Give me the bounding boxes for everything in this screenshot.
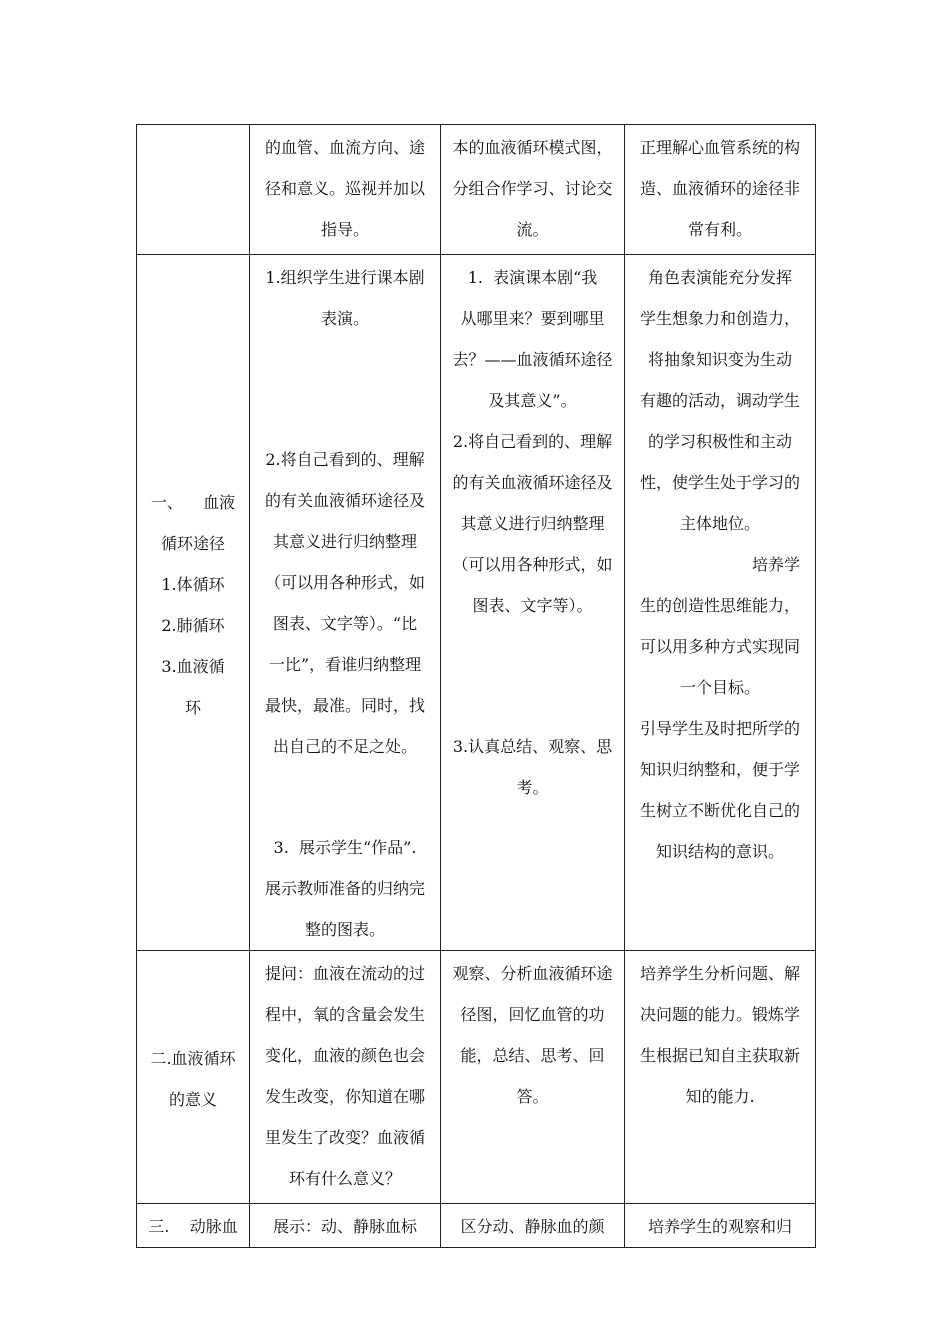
cell-text-line: 展示教师准备的归纳完 xyxy=(264,879,425,898)
cell-text-line: 培养学生的观察和归 xyxy=(647,1217,792,1236)
table-row xyxy=(137,951,816,1204)
cell-text-line: 及其意义”。 xyxy=(488,391,577,410)
cell-text-line: 一个目标。 xyxy=(679,678,760,697)
cell-text-line: 知识结构的意识。 xyxy=(655,842,784,861)
design-intent-cell xyxy=(625,1204,816,1248)
cell-text-line: 里发生了改变？血液循 xyxy=(264,1128,425,1147)
cell-text-line: 发生改变，你知道在哪 xyxy=(264,1087,425,1106)
cell-text-line: 展示：动、静脉血标 xyxy=(272,1217,417,1236)
cell-text-line: 1.体循环 xyxy=(161,574,225,594)
student-activity-cell xyxy=(441,125,625,255)
cell-text-line: 最快，最准。同时，找 xyxy=(264,696,425,715)
teacher-activity-cell xyxy=(250,951,441,1204)
cell-text-line: 能，总结、思考、回 xyxy=(460,1046,605,1065)
cell-text-line: 将抽象知识变为生动 xyxy=(647,350,792,369)
cell-text-line: 1. 表演课本剧“我 xyxy=(467,268,598,287)
cell-text-line: 2.将自己看到的、理解 xyxy=(452,432,613,451)
cell-text-line: 培养学生分析问题、解 xyxy=(639,964,800,983)
design-intent-cell xyxy=(625,951,816,1204)
cell-text-line: 常有利。 xyxy=(687,220,752,239)
cell-text-line: 2.将自己看到的、理解 xyxy=(265,450,425,469)
cell-text-line: 径和意义。巡视并加以 xyxy=(264,179,425,198)
cell-text-line: 学生想象力和创造力， xyxy=(639,309,800,328)
cell-text-line: 循环途径 xyxy=(160,533,225,553)
design-intent-cell xyxy=(625,255,816,951)
lesson-plan-table xyxy=(136,124,816,1248)
cell-text-line: 变化，血液的颜色也会 xyxy=(264,1046,425,1065)
cell-text-line: 知的能力. xyxy=(685,1087,755,1106)
cell-text-line: 一比”，看谁归纳整理 xyxy=(268,655,422,674)
cell-text-line: 生根据已知自主获取新 xyxy=(639,1046,800,1065)
cell-text-line: 其意义进行归纳整理 xyxy=(460,514,605,533)
topic-cell xyxy=(137,1204,250,1248)
cell-text-line: 去？——血液循环途径 xyxy=(452,350,613,369)
cell-text-line: 从哪里来？要到哪里 xyxy=(460,309,605,328)
table-row xyxy=(137,1204,816,1248)
cell-text-line: 1.组织学生进行课本剧 xyxy=(265,268,425,287)
cell-text-line: 环 xyxy=(184,697,201,717)
cell-text-line: 可以用多种方式实现同 xyxy=(639,637,800,656)
cell-text-line: 观察、分析血液循环途 xyxy=(452,964,613,983)
cell-text-line: （可以用各种形式，如 xyxy=(452,555,613,574)
cell-text-line: 三. 动脉血 xyxy=(148,1217,238,1236)
cell-text-line: 整的图表。 xyxy=(304,920,385,939)
cell-text-line: 二.血液循环 xyxy=(150,1049,236,1068)
teacher-activity-cell xyxy=(250,125,441,255)
cell-text-line: 径图，回忆血管的功 xyxy=(460,1005,605,1024)
cell-text-line: 角色表演能充分发挥 xyxy=(647,268,792,287)
cell-text-line: 生树立不断优化自己的 xyxy=(639,801,800,820)
table-row xyxy=(137,255,816,951)
cell-text-line: 的有关血液循环途径及 xyxy=(452,473,613,492)
cell-text-line: 决问题的能力。锻炼学 xyxy=(639,1005,800,1024)
cell-text-line: 培养学 xyxy=(751,555,800,574)
cell-text-line: 造、血液循环的途径非 xyxy=(639,179,800,198)
cell-text-line: 知识归纳整和，便于学 xyxy=(639,760,800,779)
cell-text-line: 2.肺循环 xyxy=(161,615,225,635)
cell-text-line: 的意义 xyxy=(168,1090,217,1109)
student-activity-cell xyxy=(441,951,625,1204)
cell-text-line: 考。 xyxy=(516,778,549,797)
table-row xyxy=(137,125,816,255)
cell-text-line: 性，使学生处于学习的 xyxy=(639,473,800,492)
cell-text-line: 图表、文字等）。 xyxy=(472,596,593,615)
cell-text-line: 表演。 xyxy=(320,309,369,328)
cell-text-line: 有趣的活动，调动学生 xyxy=(639,391,800,410)
cell-text-line: 3.血液循 xyxy=(161,656,225,676)
teacher-activity-cell xyxy=(250,1204,441,1248)
cell-text-line: 3.认真总结、观察、思 xyxy=(452,737,613,756)
cell-text-line: 出自己的不足之处。 xyxy=(272,737,417,756)
cell-text-line: 一、 血液 xyxy=(150,492,236,512)
cell-text-line: 引导学生及时把所学的 xyxy=(639,719,800,738)
cell-text-line: （可以用各种形式，如 xyxy=(264,573,425,592)
topic-cell xyxy=(137,125,250,255)
cell-text-line: 流。 xyxy=(516,220,549,239)
cell-text-line: 指导。 xyxy=(320,220,369,239)
design-intent-cell xyxy=(625,125,816,255)
cell-text-line: 的学习积极性和主动 xyxy=(647,432,792,451)
cell-text-line: 区分动、静脉血的颜 xyxy=(460,1217,605,1236)
cell-text-line: 的有关血液循环途径及 xyxy=(264,491,425,510)
cell-text-line: 图表、文字等）。“比 xyxy=(272,614,418,633)
cell-text-line: 的血管、血流方向、途 xyxy=(264,138,425,157)
teacher-activity-cell xyxy=(250,255,441,951)
cell-text-line: 分组合作学习、讨论交 xyxy=(452,179,613,198)
cell-text-line: 提问：血液在流动的过 xyxy=(264,964,425,983)
cell-text-line: 程中，氧的含量会发生 xyxy=(264,1005,425,1024)
topic-cell xyxy=(137,951,250,1204)
cell-text-line: 3. 展示学生“作品”. xyxy=(273,838,417,857)
cell-text-line: 正理解心血管系统的构 xyxy=(639,138,800,157)
cell-text-line: 答。 xyxy=(516,1087,549,1106)
student-activity-cell xyxy=(441,1204,625,1248)
cell-text-line: 生的创造性思维能力， xyxy=(639,596,800,615)
student-activity-cell xyxy=(441,255,625,951)
cell-text-line: 其意义进行归纳整理 xyxy=(272,532,417,551)
cell-text-line: 本的血液循环模式图， xyxy=(452,138,613,157)
cell-text-line: 主体地位。 xyxy=(679,514,760,533)
topic-cell xyxy=(137,255,250,951)
cell-text-line: 环有什么意义？ xyxy=(288,1169,401,1188)
